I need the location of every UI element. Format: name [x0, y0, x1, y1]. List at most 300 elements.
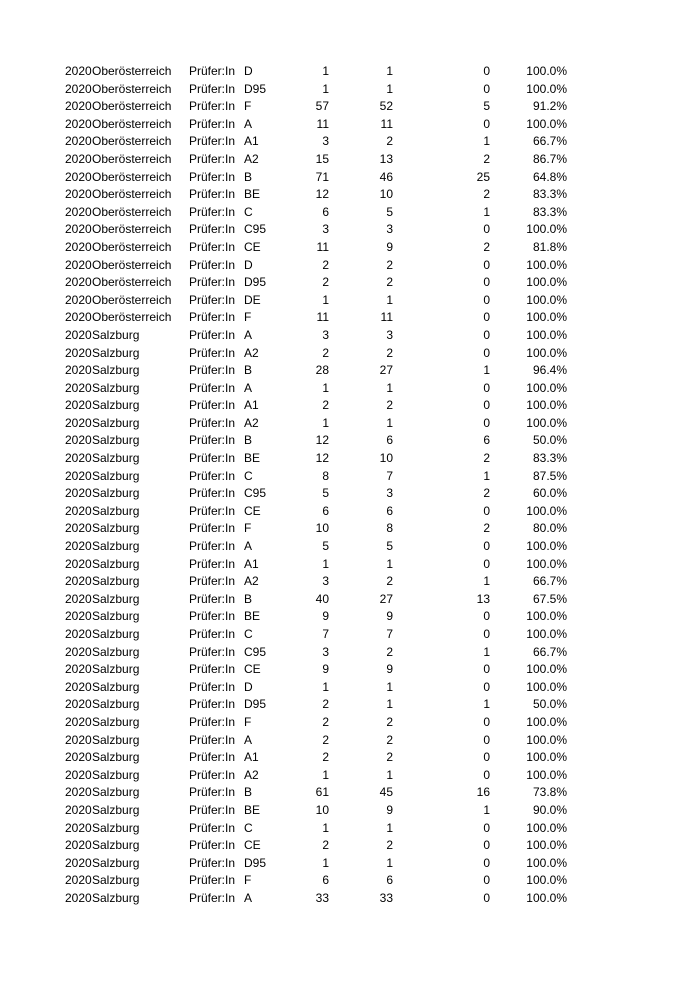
total-count-cell: 11: [316, 116, 329, 131]
passed-count-cell: 3: [386, 222, 393, 237]
role-cell: Prüfer:In: [189, 767, 236, 782]
pass-rate-cell: 100.0%: [526, 415, 567, 430]
region-cell: Salzburg: [92, 802, 140, 817]
passed-count-cell: 5: [386, 204, 393, 219]
table-row: [0, 485, 700, 503]
pass-rate-cell: 64.8%: [532, 169, 567, 184]
pass-rate-cell: 66.7%: [532, 574, 567, 589]
pass-rate-cell: 100.0%: [526, 750, 567, 765]
year-cell: 2020: [65, 855, 92, 870]
passed-count-cell: 7: [386, 468, 393, 483]
passed-count-cell: 2: [386, 398, 393, 413]
table-row: [0, 63, 700, 81]
license-class-cell: C: [244, 468, 253, 483]
year-cell: 2020: [65, 64, 92, 78]
role-cell: Prüfer:In: [189, 521, 236, 536]
failed-count-cell: 0: [483, 81, 490, 96]
pass-rate-cell: 100.0%: [526, 838, 567, 853]
total-count-cell: 1: [322, 415, 329, 430]
year-cell: 2020: [65, 398, 92, 413]
role-cell: Prüfer:In: [189, 855, 236, 870]
role-cell: Prüfer:In: [189, 81, 236, 96]
pass-rate-cell: 100.0%: [526, 627, 567, 641]
license-class-cell: D: [244, 257, 253, 272]
year-cell: 2020: [65, 802, 92, 817]
license-class-cell: B: [244, 169, 253, 184]
pass-rate-cell: 81.8%: [532, 239, 567, 254]
passed-count-cell: 9: [386, 609, 393, 624]
failed-count-cell: 6: [483, 433, 490, 448]
region-cell: Salzburg: [92, 486, 140, 501]
failed-count-cell: 0: [483, 732, 490, 747]
license-class-cell: C95: [244, 486, 267, 501]
table-row: [0, 274, 700, 292]
role-cell: Prüfer:In: [189, 627, 236, 641]
passed-count-cell: 6: [386, 503, 393, 518]
passed-count-cell: 27: [379, 591, 393, 606]
total-count-cell: 6: [322, 873, 329, 888]
pass-rate-cell: 100.0%: [526, 767, 567, 782]
role-cell: Prüfer:In: [189, 134, 236, 149]
failed-count-cell: 1: [483, 644, 490, 659]
region-cell: Salzburg: [92, 451, 140, 466]
pass-rate-cell: 100.0%: [526, 64, 567, 78]
passed-count-cell: 1: [386, 64, 393, 78]
pass-rate-cell: 67.5%: [532, 591, 567, 606]
pass-rate-cell: 50.0%: [532, 433, 567, 448]
table-row: [0, 573, 700, 591]
passed-count-cell: 2: [386, 838, 393, 853]
total-count-cell: 33: [315, 890, 329, 905]
failed-count-cell: 2: [483, 239, 490, 254]
role-cell: Prüfer:In: [189, 187, 236, 202]
year-cell: 2020: [65, 714, 92, 729]
year-cell: 2020: [65, 169, 92, 184]
year-cell: 2020: [65, 345, 92, 360]
role-cell: Prüfer:In: [189, 415, 236, 430]
year-cell: 2020: [65, 292, 92, 307]
failed-count-cell: 0: [483, 714, 490, 729]
region-cell: Salzburg: [92, 345, 140, 360]
region-cell: Oberösterreich: [92, 169, 172, 184]
role-cell: Prüfer:In: [189, 890, 236, 905]
year-cell: 2020: [65, 662, 92, 677]
role-cell: Prüfer:In: [189, 204, 236, 219]
failed-count-cell: 0: [483, 380, 490, 395]
passed-count-cell: 27: [379, 363, 393, 378]
passed-count-cell: 1: [386, 415, 393, 430]
total-count-cell: 2: [322, 275, 329, 290]
total-count-cell: 6: [322, 204, 329, 219]
role-cell: Prüfer:In: [189, 679, 236, 694]
role-cell: Prüfer:In: [189, 222, 236, 237]
license-class-cell: A2: [244, 151, 259, 166]
role-cell: Prüfer:In: [189, 556, 236, 571]
passed-count-cell: 10: [379, 451, 393, 466]
pass-rate-cell: 100.0%: [526, 503, 567, 518]
total-count-cell: 5: [322, 539, 329, 554]
passed-count-cell: 3: [386, 486, 393, 501]
passed-count-cell: 11: [380, 310, 393, 325]
total-count-cell: 40: [315, 591, 329, 606]
failed-count-cell: 1: [483, 697, 490, 712]
pass-rate-cell: 100.0%: [526, 380, 567, 395]
region-cell: Salzburg: [92, 767, 140, 782]
passed-count-cell: 1: [386, 556, 393, 571]
total-count-cell: 61: [315, 785, 329, 800]
pass-rate-cell: 86.7%: [532, 151, 567, 166]
total-count-cell: 2: [322, 750, 329, 765]
passed-count-cell: 2: [386, 134, 393, 149]
year-cell: 2020: [65, 574, 92, 589]
year-cell: 2020: [65, 380, 92, 395]
role-cell: Prüfer:In: [189, 327, 236, 342]
failed-count-cell: 0: [483, 556, 490, 571]
passed-count-cell: 6: [386, 873, 393, 888]
year-cell: 2020: [65, 363, 92, 378]
license-class-cell: CE: [244, 838, 261, 853]
failed-count-cell: 1: [483, 204, 490, 219]
table-row: [0, 556, 700, 574]
failed-count-cell: 0: [483, 855, 490, 870]
table-row: [0, 362, 700, 380]
license-class-cell: B: [244, 433, 253, 448]
total-count-cell: 9: [322, 662, 329, 677]
total-count-cell: 15: [315, 151, 329, 166]
total-count-cell: 28: [315, 363, 329, 378]
total-count-cell: 1: [322, 380, 329, 395]
pass-rate-cell: 80.0%: [532, 521, 567, 536]
region-cell: Salzburg: [92, 785, 140, 800]
license-class-cell: BE: [244, 609, 261, 624]
table-row: [0, 749, 700, 767]
failed-count-cell: 0: [483, 275, 490, 290]
year-cell: 2020: [65, 486, 92, 501]
table-row: [0, 380, 700, 398]
year-cell: 2020: [65, 890, 92, 905]
table-row: [0, 784, 700, 802]
year-cell: 2020: [65, 468, 92, 483]
table-row: [0, 151, 700, 169]
pass-rate-cell: 100.0%: [526, 714, 567, 729]
failed-count-cell: 1: [483, 363, 490, 378]
total-count-cell: 2: [322, 398, 329, 413]
total-count-cell: 3: [322, 134, 329, 149]
role-cell: Prüfer:In: [189, 873, 236, 888]
year-cell: 2020: [65, 415, 92, 430]
passed-count-cell: 1: [386, 820, 393, 835]
total-count-cell: 2: [322, 838, 329, 853]
failed-count-cell: 25: [476, 169, 490, 184]
license-class-cell: CE: [244, 239, 261, 254]
pass-rate-cell: 100.0%: [526, 890, 567, 905]
table-row: [0, 696, 700, 714]
total-count-cell: 10: [315, 802, 329, 817]
region-cell: Salzburg: [92, 697, 140, 712]
failed-count-cell: 2: [483, 486, 490, 501]
failed-count-cell: 0: [483, 820, 490, 835]
license-class-cell: A: [244, 327, 253, 342]
table-row: [0, 591, 700, 609]
year-cell: 2020: [65, 99, 92, 114]
passed-count-cell: 1: [386, 679, 393, 694]
region-cell: Salzburg: [92, 398, 140, 413]
passed-count-cell: 9: [386, 239, 393, 254]
region-cell: Salzburg: [92, 679, 140, 694]
license-class-cell: A1: [244, 750, 259, 765]
region-cell: Salzburg: [92, 539, 140, 554]
total-count-cell: 2: [322, 732, 329, 747]
table-row: [0, 345, 700, 363]
region-cell: Salzburg: [92, 556, 140, 571]
role-cell: Prüfer:In: [189, 151, 236, 166]
total-count-cell: 1: [322, 767, 329, 782]
pass-rate-cell: 100.0%: [526, 275, 567, 290]
table-row: [0, 327, 700, 345]
failed-count-cell: 1: [483, 468, 490, 483]
region-cell: Oberösterreich: [92, 257, 172, 272]
table-row: [0, 661, 700, 679]
failed-count-cell: 0: [483, 767, 490, 782]
failed-count-cell: 1: [483, 574, 490, 589]
table-row: [0, 309, 700, 327]
total-count-cell: 12: [315, 451, 329, 466]
table-row: [0, 415, 700, 433]
role-cell: Prüfer:In: [189, 591, 236, 606]
table-row: [0, 98, 700, 116]
role-cell: Prüfer:In: [189, 503, 236, 518]
passed-count-cell: 10: [379, 187, 393, 202]
year-cell: 2020: [65, 222, 92, 237]
role-cell: Prüfer:In: [189, 169, 236, 184]
data-sheet: [0, 63, 700, 908]
region-cell: Salzburg: [92, 627, 140, 641]
license-class-cell: A1: [244, 398, 259, 413]
license-class-cell: C95: [244, 644, 267, 659]
failed-count-cell: 0: [483, 838, 490, 853]
license-class-cell: A2: [244, 415, 259, 430]
region-cell: Oberösterreich: [92, 310, 172, 325]
table-row: [0, 626, 700, 644]
table-row: [0, 169, 700, 187]
passed-count-cell: 2: [386, 574, 393, 589]
total-count-cell: 10: [315, 521, 329, 536]
region-cell: Oberösterreich: [92, 116, 172, 131]
license-class-cell: A: [244, 380, 253, 395]
table-row: [0, 503, 700, 521]
license-class-cell: A1: [244, 556, 259, 571]
failed-count-cell: 0: [483, 398, 490, 413]
passed-count-cell: 5: [386, 539, 393, 554]
region-cell: Salzburg: [92, 503, 140, 518]
pass-rate-cell: 100.0%: [526, 257, 567, 272]
license-class-cell: D95: [244, 697, 267, 712]
table-row: [0, 679, 700, 697]
total-count-cell: 57: [315, 99, 329, 114]
year-cell: 2020: [65, 204, 92, 219]
region-cell: Salzburg: [92, 855, 140, 870]
failed-count-cell: 0: [483, 257, 490, 272]
pass-rate-cell: 100.0%: [526, 310, 567, 325]
pass-rate-cell: 100.0%: [526, 81, 567, 96]
license-class-cell: A: [244, 116, 253, 131]
failed-count-cell: 0: [483, 609, 490, 624]
passed-count-cell: 2: [386, 345, 393, 360]
region-cell: Salzburg: [92, 838, 140, 853]
license-class-cell: C95: [244, 222, 267, 237]
pass-rate-cell: 100.0%: [526, 398, 567, 413]
year-cell: 2020: [65, 750, 92, 765]
pass-rate-cell: 66.7%: [532, 644, 567, 659]
passed-count-cell: 3: [386, 327, 393, 342]
year-cell: 2020: [65, 556, 92, 571]
region-cell: Salzburg: [92, 433, 140, 448]
table-row: [0, 608, 700, 626]
pass-rate-cell: 100.0%: [526, 679, 567, 694]
year-cell: 2020: [65, 838, 92, 853]
role-cell: Prüfer:In: [189, 802, 236, 817]
total-count-cell: 2: [322, 697, 329, 712]
role-cell: Prüfer:In: [189, 398, 236, 413]
license-class-cell: D95: [244, 81, 267, 96]
pass-rate-cell: 90.0%: [532, 802, 567, 817]
year-cell: 2020: [65, 151, 92, 166]
license-class-cell: B: [244, 591, 253, 606]
table-row: [0, 432, 700, 450]
table-row: [0, 81, 700, 99]
table-row: [0, 204, 700, 222]
role-cell: Prüfer:In: [189, 750, 236, 765]
passed-count-cell: 13: [379, 151, 393, 166]
license-class-cell: F: [244, 714, 252, 729]
passed-count-cell: 6: [386, 433, 393, 448]
failed-count-cell: 0: [483, 873, 490, 888]
table-row: [0, 239, 700, 257]
role-cell: Prüfer:In: [189, 451, 236, 466]
passed-count-cell: 46: [379, 169, 393, 184]
role-cell: Prüfer:In: [189, 275, 236, 290]
region-cell: Oberösterreich: [92, 187, 172, 202]
region-cell: Oberösterreich: [92, 222, 172, 237]
total-count-cell: 3: [322, 574, 329, 589]
year-cell: 2020: [65, 732, 92, 747]
role-cell: Prüfer:In: [189, 433, 236, 448]
total-count-cell: 3: [322, 327, 329, 342]
failed-count-cell: 13: [476, 591, 490, 606]
role-cell: Prüfer:In: [189, 644, 236, 659]
failed-count-cell: 0: [483, 662, 490, 677]
passed-count-cell: 2: [386, 257, 393, 272]
failed-count-cell: 0: [483, 750, 490, 765]
passed-count-cell: 9: [386, 662, 393, 677]
pass-rate-cell: 50.0%: [532, 697, 567, 712]
year-cell: 2020: [65, 767, 92, 782]
pass-rate-cell: 100.0%: [526, 222, 567, 237]
total-count-cell: 2: [322, 345, 329, 360]
year-cell: 2020: [65, 187, 92, 202]
role-cell: Prüfer:In: [189, 310, 236, 325]
failed-count-cell: 0: [483, 292, 490, 307]
year-cell: 2020: [65, 873, 92, 888]
year-cell: 2020: [65, 433, 92, 448]
failed-count-cell: 2: [483, 451, 490, 466]
table-row: [0, 221, 700, 239]
year-cell: 2020: [65, 134, 92, 149]
pass-rate-cell: 96.4%: [532, 363, 567, 378]
year-cell: 2020: [65, 627, 92, 641]
license-class-cell: A2: [244, 345, 259, 360]
license-class-cell: A2: [244, 574, 259, 589]
table-row: [0, 837, 700, 855]
total-count-cell: 1: [322, 679, 329, 694]
role-cell: Prüfer:In: [189, 539, 236, 554]
failed-count-cell: 0: [483, 890, 490, 905]
passed-count-cell: 1: [386, 767, 393, 782]
total-count-cell: 1: [322, 556, 329, 571]
role-cell: Prüfer:In: [189, 486, 236, 501]
total-count-cell: 9: [322, 609, 329, 624]
table-row: [0, 890, 700, 908]
total-count-cell: 1: [322, 855, 329, 870]
region-cell: Oberösterreich: [92, 239, 172, 254]
table-row: [0, 714, 700, 732]
year-cell: 2020: [65, 591, 92, 606]
pass-rate-cell: 100.0%: [526, 345, 567, 360]
table-row: [0, 802, 700, 820]
region-cell: Salzburg: [92, 820, 140, 835]
pass-rate-cell: 100.0%: [526, 873, 567, 888]
failed-count-cell: 0: [483, 539, 490, 554]
license-class-cell: BE: [244, 802, 261, 817]
pass-rate-cell: 100.0%: [526, 116, 567, 131]
pass-rate-cell: 87.5%: [532, 468, 567, 483]
passed-count-cell: 1: [386, 292, 393, 307]
license-class-cell: A: [244, 890, 253, 905]
year-cell: 2020: [65, 503, 92, 518]
table-row: [0, 855, 700, 873]
passed-count-cell: 52: [379, 99, 393, 114]
region-cell: Salzburg: [92, 750, 140, 765]
license-class-cell: C: [244, 627, 253, 641]
pass-rate-cell: 100.0%: [526, 327, 567, 342]
year-cell: 2020: [65, 679, 92, 694]
year-cell: 2020: [65, 257, 92, 272]
pass-rate-cell: 83.3%: [532, 451, 567, 466]
role-cell: Prüfer:In: [189, 714, 236, 729]
year-cell: 2020: [65, 609, 92, 624]
role-cell: Prüfer:In: [189, 574, 236, 589]
year-cell: 2020: [65, 81, 92, 96]
total-count-cell: 2: [322, 257, 329, 272]
passed-count-cell: 8: [386, 521, 393, 536]
table-row: [0, 820, 700, 838]
license-class-cell: F: [244, 99, 252, 114]
pass-rate-cell: 91.2%: [532, 99, 567, 114]
total-count-cell: 11: [316, 239, 329, 254]
region-cell: Oberösterreich: [92, 204, 172, 219]
table-row: [0, 397, 700, 415]
failed-count-cell: 0: [483, 415, 490, 430]
license-class-cell: D: [244, 64, 253, 78]
license-class-cell: CE: [244, 503, 261, 518]
license-class-cell: F: [244, 310, 252, 325]
license-class-cell: B: [244, 363, 253, 378]
pass-rate-cell: 100.0%: [526, 539, 567, 554]
license-class-cell: C: [244, 204, 253, 219]
passed-count-cell: 45: [379, 785, 393, 800]
total-count-cell: 1: [322, 292, 329, 307]
failed-count-cell: 2: [483, 151, 490, 166]
